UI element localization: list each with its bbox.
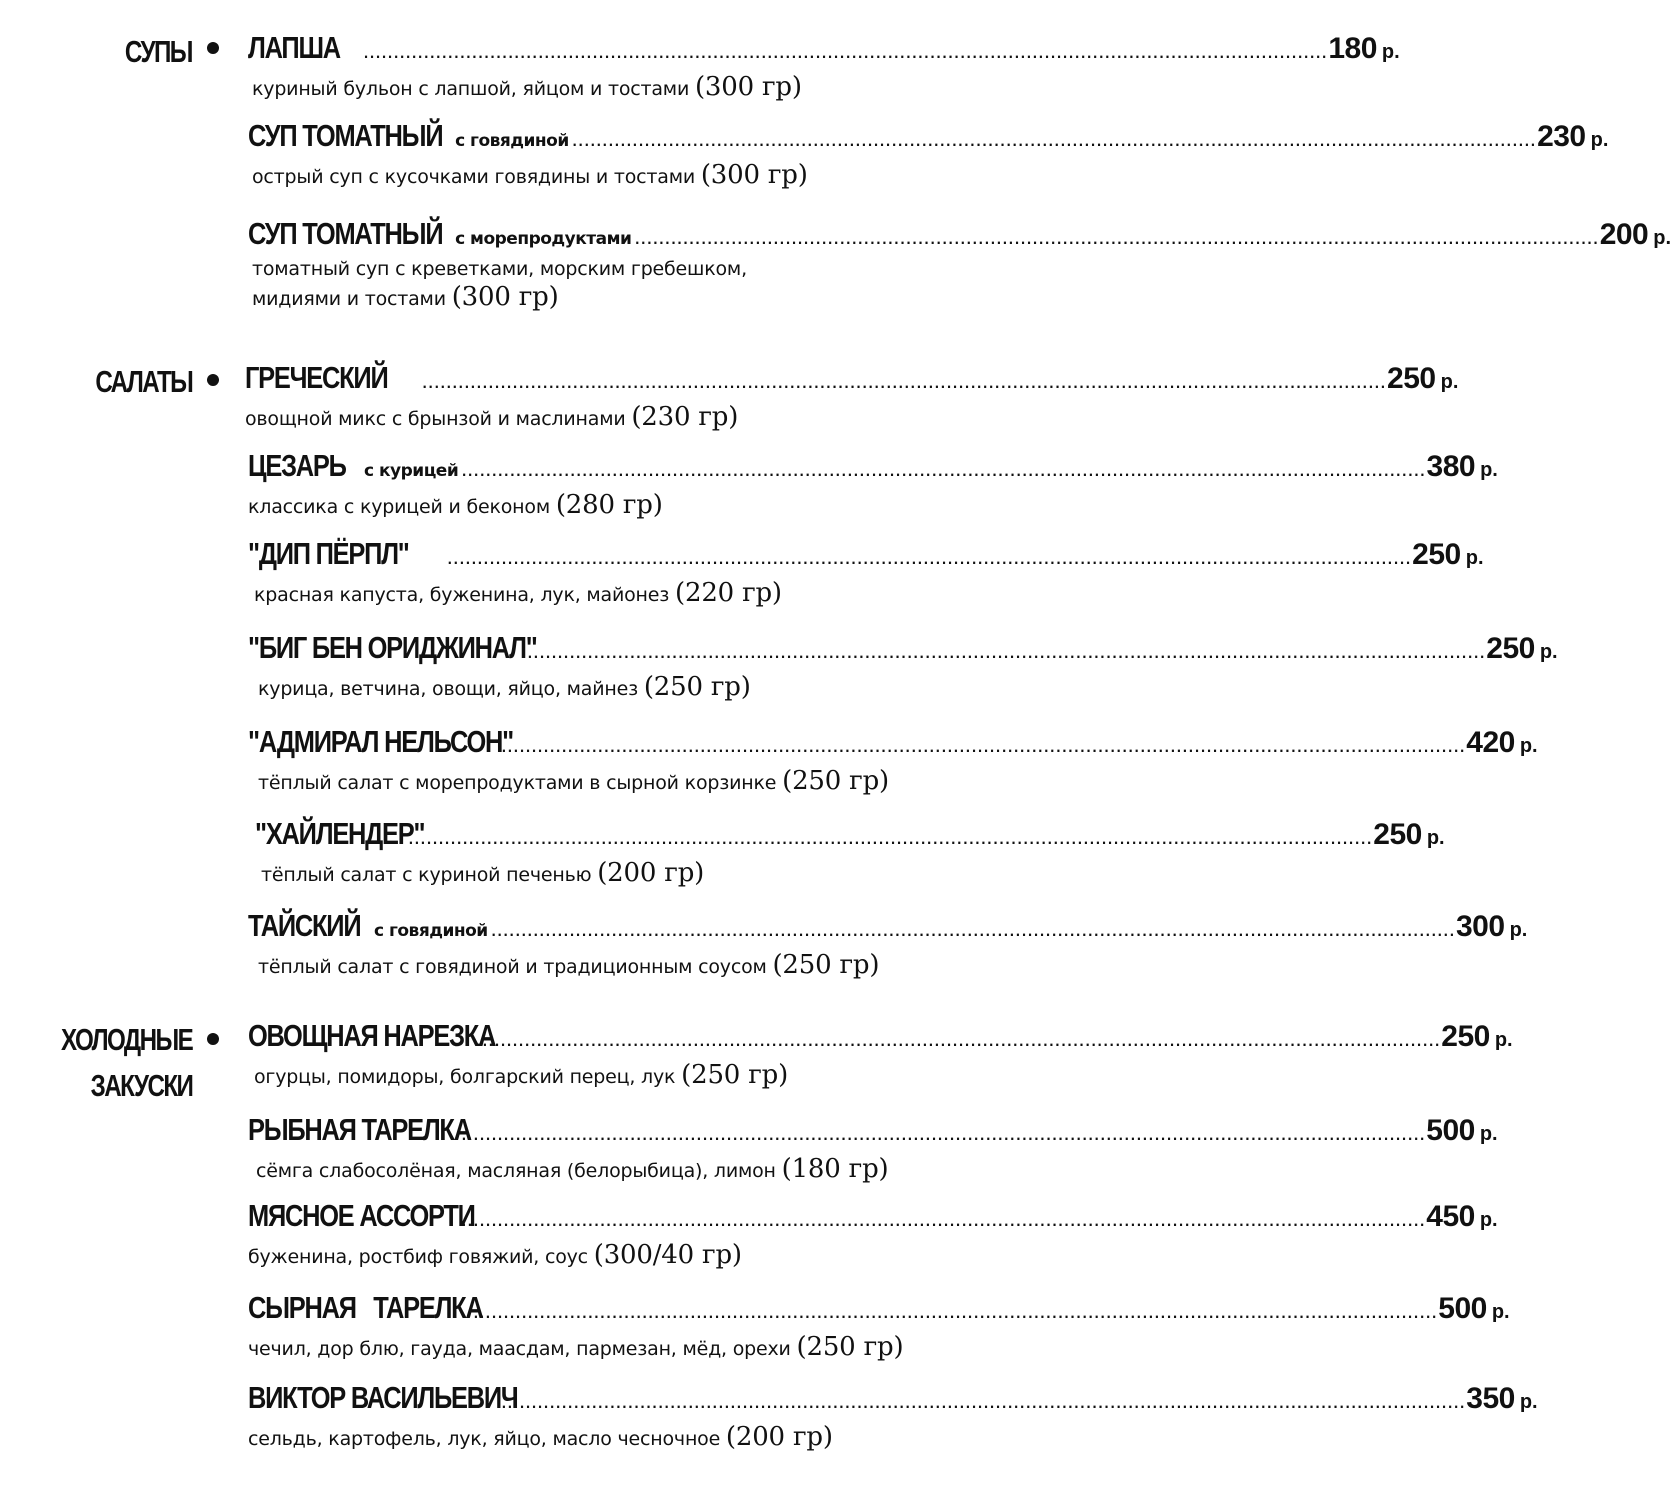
dot-leader: ................................................................................................................................................................	[500, 741, 1465, 756]
item-ingredients: сёмга слабосолёная, масляная (белорыбица), лимон	[256, 1160, 776, 1182]
item-weight: (280 гр)	[555, 490, 663, 520]
item-weight: (250 гр)	[772, 950, 880, 980]
item-price: 450	[1426, 1200, 1475, 1233]
item-price: 350	[1466, 1382, 1515, 1415]
menu-item	[248, 216, 1671, 312]
section-bullet	[207, 374, 219, 386]
item-weight: (300 гр)	[694, 72, 802, 102]
item-name: МЯСНОЕ АССОРТИ	[248, 1198, 475, 1233]
item-price: 250	[1387, 362, 1436, 395]
item-name: ОВОЩНАЯ НАРЕЗКА	[248, 1018, 496, 1053]
currency: р.	[1539, 641, 1558, 663]
item-ingredients: тёплый салат с куриной печенью	[261, 864, 592, 886]
menu-item	[248, 1290, 1510, 1362]
dot-leader: ................................................................................................................................................................	[520, 647, 1485, 662]
item-modifier: с морепродуктами	[455, 229, 632, 249]
item-description	[258, 950, 956, 980]
item-description	[258, 766, 944, 796]
item-name: СЫРНАЯ ТАРЕЛКА	[248, 1290, 483, 1325]
item-ingredients: красная капуста, буженина, лук, майонез	[254, 584, 670, 606]
item-ingredients: курица, ветчина, овощи, яйцо, майнез	[258, 678, 638, 700]
menu-item	[248, 448, 1498, 520]
item-price: 200	[1599, 218, 1649, 251]
item-ingredients: классика с курицей и беконом	[248, 496, 550, 518]
item-price: 180	[1328, 32, 1377, 65]
currency: р.	[1509, 919, 1528, 941]
dot-leader: ................................................................................................................................................................	[460, 1129, 1425, 1144]
item-description-line2	[252, 282, 934, 312]
currency: р.	[1519, 735, 1538, 757]
dot-leader: ................................................................................................................................................................	[500, 1397, 1465, 1412]
dot-leader: ................................................................................................................................................................	[445, 553, 1411, 568]
item-weight: (180 гр)	[781, 1154, 889, 1184]
item-name: ЛАПША	[248, 30, 340, 65]
section-title-salads: САЛАТЫ	[95, 364, 192, 399]
currency: р.	[1479, 1209, 1498, 1231]
item-description	[248, 1240, 968, 1270]
currency: р.	[1494, 1029, 1513, 1051]
item-weight: (300/40 гр)	[593, 1240, 742, 1270]
item-name: ЦЕЗАРЬ	[248, 448, 346, 483]
item-price: 250	[1486, 632, 1535, 665]
menu-item	[255, 816, 1445, 888]
menu-item	[248, 724, 1538, 796]
item-ingredients: огурцы, помидоры, болгарский перец, лук	[254, 1066, 676, 1088]
dot-leader: ................................................................................................................................................................	[362, 47, 1327, 62]
menu-item	[248, 1018, 1513, 1090]
item-name: ГРЕЧЕСКИЙ	[245, 360, 388, 395]
item-description	[248, 1332, 968, 1362]
section-title-cold-appetizers-line2: ЗАКУСКИ	[90, 1068, 192, 1103]
item-price: 250	[1412, 538, 1461, 571]
section-bullet	[207, 42, 219, 54]
currency: р.	[1426, 827, 1445, 849]
item-description	[248, 1422, 966, 1452]
dot-leader: ................................................................................................................................................................	[489, 925, 1454, 940]
item-description	[256, 1154, 968, 1184]
dot-leader: ................................................................................................................................................................	[407, 833, 1372, 848]
item-weight: (250 гр)	[782, 766, 889, 796]
item-name: "БИГ БЕН ОРИДЖИНАЛ"	[248, 630, 537, 665]
item-name: РЫБНАЯ ТАРЕЛКА	[248, 1112, 471, 1147]
item-price: 500	[1438, 1292, 1487, 1325]
dot-leader: ................................................................................................................................................................	[570, 135, 1536, 150]
item-description	[248, 490, 942, 520]
menu-item	[245, 360, 1459, 432]
item-price: 500	[1426, 1114, 1475, 1147]
item-ingredients: томатный суп с креветками, морским гребешком,	[252, 258, 747, 280]
item-weight: (250 гр)	[796, 1332, 904, 1362]
item-ingredients: буженина, ростбиф говяжий, соус	[248, 1246, 588, 1268]
dot-leader: ................................................................................................................................................................	[460, 465, 1425, 480]
menu-item	[248, 1380, 1538, 1452]
item-weight: (300 гр)	[451, 282, 559, 312]
menu-item	[248, 1198, 1498, 1270]
item-description	[252, 72, 933, 102]
item-weight: (250 гр)	[643, 672, 751, 702]
menu-item	[248, 118, 1609, 190]
item-ingredients: мидиями и тостами	[252, 288, 446, 310]
item-price: 380	[1426, 450, 1476, 483]
item-ingredients: овощной микс с брынзой и маслинами	[245, 408, 626, 430]
item-name: ТАЙСКИЙ	[248, 908, 361, 943]
item-description	[254, 578, 944, 608]
item-name: "ДИП ПЁРПЛ"	[248, 536, 409, 571]
item-description	[252, 160, 936, 190]
dot-leader: ................................................................................................................................................................	[633, 233, 1598, 248]
item-modifier: с говядиной	[455, 131, 569, 151]
item-price: 250	[1441, 1020, 1490, 1053]
item-ingredients: куриный бульон с лапшой, яйцом и тостами	[252, 78, 690, 100]
item-description	[245, 402, 942, 432]
menu-item	[248, 1112, 1498, 1184]
item-weight: (300 гр)	[700, 160, 808, 190]
menu-item	[248, 908, 1528, 980]
item-ingredients: тёплый салат с говядиной и традиционным соусом	[258, 956, 767, 978]
currency: р.	[1465, 547, 1484, 569]
dot-leader: ................................................................................................................................................................	[420, 377, 1386, 392]
item-weight: (200 гр)	[725, 1422, 833, 1452]
item-ingredients: сельдь, картофель, лук, яйцо, масло чесночное	[248, 1428, 721, 1450]
item-price: 300	[1456, 910, 1505, 943]
dot-leader: ................................................................................................................................................................	[475, 1035, 1440, 1050]
item-weight: (250 гр)	[681, 1060, 789, 1090]
item-ingredients: острый суп с кусочками говядины и тостами	[252, 166, 695, 188]
dot-leader: ................................................................................................................................................................	[472, 1307, 1437, 1322]
currency: р.	[1440, 371, 1459, 393]
item-ingredients: чечил, дор блю, гауда, маасдам, пармезан, мёд, орехи	[248, 1338, 791, 1360]
item-name: "ХАЙЛЕНДЕР"	[255, 816, 425, 851]
currency: р.	[1519, 1391, 1538, 1413]
item-modifier: с курицей	[364, 461, 459, 481]
item-price: 230	[1537, 120, 1586, 153]
dot-leader: ................................................................................................................................................................	[460, 1215, 1425, 1230]
menu-item	[248, 536, 1484, 608]
item-name: СУП ТОМАТНЫЙ	[248, 216, 443, 251]
item-description	[261, 858, 955, 888]
item-description	[252, 258, 934, 280]
item-price: 420	[1466, 726, 1515, 759]
currency: р.	[1590, 129, 1609, 151]
menu-item	[248, 30, 1400, 102]
item-description	[258, 672, 944, 702]
item-modifier: с говядиной	[374, 921, 488, 941]
item-name: СУП ТОМАТНЫЙ	[248, 118, 443, 153]
currency: р.	[1491, 1301, 1510, 1323]
item-price: 250	[1373, 818, 1422, 851]
item-description	[254, 1060, 964, 1090]
currency: р.	[1479, 1123, 1498, 1145]
currency: р.	[1381, 41, 1400, 63]
item-name: "АДМИРАЛ НЕЛЬСОН"	[248, 724, 513, 759]
section-title-cold-appetizers: ХОЛОДНЫЕ	[60, 1022, 192, 1057]
item-weight: (220 гр)	[675, 578, 782, 608]
currency: р.	[1480, 459, 1498, 481]
item-weight: (230 гр)	[631, 402, 739, 432]
currency: р.	[1653, 227, 1671, 249]
item-ingredients: тёплый салат с морепродуктами в сырной корзинке	[258, 772, 777, 794]
section-bullet	[207, 1033, 219, 1045]
item-weight: (200 гр)	[597, 858, 705, 888]
menu-item	[248, 630, 1558, 702]
section-title-soups: СУПЫ	[124, 34, 192, 69]
item-name: ВИКТОР ВАСИЛЬЕВИЧ	[248, 1380, 518, 1415]
